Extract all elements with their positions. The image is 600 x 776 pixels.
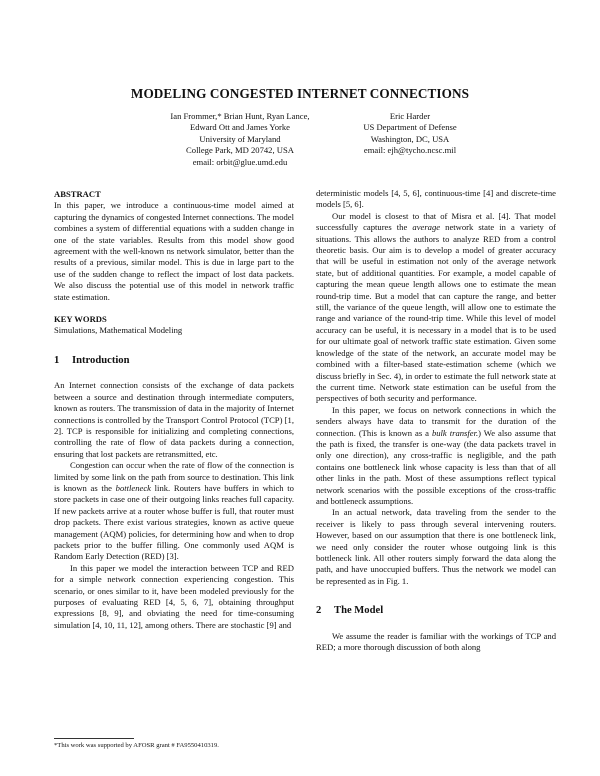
author-line: Ian Frommer,* Brian Hunt, Ryan Lance, [170, 111, 310, 121]
section-number: 2 [316, 605, 322, 617]
author-block-right [330, 111, 490, 157]
left-column [54, 189, 294, 631]
intro-paragraph-3: In this paper we model the interaction between TCP and RED for a simple network connection experiencing congestion. This scenario, or ones similar to it, have been modeled previously for the purposes of evaluating RED [4, 5, 6, 7], obtaining throughput expressions [8, 9], and obviating the need for time-consuming simulation [4, 10, 11, 12], among others. There are stochastic [9] and [54, 562, 294, 630]
abstract-text: In this paper, we introduce a continuous-time model aimed at capturing the dynamics of congested Internet connections. The model combines a system of differential equations with a sudden change in one of the state variables. Results from this model show good agreement with the well-known ns network simulator, better than the results of a previous, similar model. This is due in large part to the use of the sudden change to reflect the impact of lost data packets. We also discuss the potential use of this model in network traffic state estimation. [54, 200, 294, 302]
intro-paragraph-4: Our model is closest to that of Misra et al. [4]. That model successfully captures the average network state in a variety of situations. This allows the authors to analyze RED from a control theoretic basis. Our aim is to develop a model of greater accuracy that will be useful in estimation not only of the average network state, but of additional quantities. For example, a model capable of capturing the mean queue length allows one to estimate the mean round-trip time. But a model that can capture the range, and better still, the variance of the queue length, will allow one to estimate the range and variance of the round-trip time. While this level of model accuracy can be useful, it is necessary in a model that is to be used for our ultimate goal of network traffic state estimation. Given some knowledge of the state of the network, an accurate model may be combined with a filter-based state-estimation scheme (which we discuss briefly in Sec. 4), in order to estimate the full network state at the current time. Network state estimation can be useful from the perspectives of both security and performance. [316, 210, 556, 404]
keywords-text: Simulations, Mathematical Modeling [54, 325, 183, 336]
author-line: US Department of Defense [363, 122, 457, 133]
footnote-rule [54, 738, 134, 739]
model-paragraph-1: We assume the reader is familiar with the workings of TCP and RED; a more thorough discussion of both along [316, 630, 556, 653]
author-line: Washington, DC, USA [370, 133, 450, 144]
intro-paragraph-2: Congestion can occur when the rate of flow of the connection is limited by some link on the path from source to destination. This link is known as the bottleneck link. Routers have buffers in which to store packets in case one of their outgoing links reaches full capacity. If new packets arrive at a router whose buffer is full, that router must drop packets. There exist various strategies, known as active queue management (AQM) policies, for determining how and when to drop packets prior to the buffer filling. One commonly used AQM is Random Early Detection (RED) [3]. [54, 460, 294, 562]
section-number: 1 [54, 354, 60, 366]
author-line: University of Maryland [199, 133, 281, 144]
section-title: The Model [334, 605, 384, 617]
abstract-heading: ABSTRACT [54, 189, 101, 199]
section-heading-model [316, 605, 556, 616]
paper-title: MODELING CONGESTED INTERNET CONNECTIONS [130, 86, 470, 101]
intro-paragraph-5: In this paper, we focus on network connections in which the senders always have data to transmit for the duration of the connection. (This is known as a bulk transfer.) We also assume that the path is fixed, the transfer is one-way (the data packets travel in only one direction), any cross-traffic is negligible, and the path contains one bottleneck link whose capacity is less than that of all other links in the path. Most of these assumptions reflect typical network scenarios with the possible exceptions of the cross-traffic and bottleneck assumptions. [316, 404, 556, 506]
intro-paragraph-6: In an actual network, data traveling from the sender to the receiver is likely to pass through several intervening routers. However, based on our assumption that there is one bottleneck link, we need only consider the router whose outgoing link is this bottleneck link. All other routers simply forward the data along the path, and have unoccupied buffers. Thus the network we model can be represented as in Fig. 1. [316, 507, 556, 586]
author-line: College Park, MD 20742, USA [186, 145, 294, 156]
intro-paragraph-3-continued: deterministic models [4, 5, 6], continuous-time [4] and discrete-time models [5, 6]. [316, 188, 556, 210]
intro-paragraph-1: An Internet connection consists of the exchange of data packets between a source and destination through intermediate computers, known as routers. The transmission of data in the majority of Internet connections is controlled by the Transport Control Protocol (TCP) [1, 2]. TCP is responsible for initializing and completing connections, controlling the rate of flow of data packets during a connection, ensuring that lost packets are retransmitted, etc. [54, 380, 294, 459]
author-line: Eric Harder [389, 111, 431, 121]
author-email: email: orbit@glue.umd.edu [192, 156, 288, 167]
author-email: email: ejh@tycho.ncsc.mil [363, 145, 457, 156]
section-heading-introduction [54, 355, 294, 366]
footnote: *This work was supported by AFOSR grant # FA9550410319. [54, 742, 219, 749]
right-column [316, 188, 556, 653]
section-title: Introduction [72, 354, 130, 366]
author-line: Edward Ott and James Yorke [189, 122, 290, 133]
author-block-left [150, 111, 330, 168]
keywords-heading: KEY WORDS [54, 314, 107, 325]
